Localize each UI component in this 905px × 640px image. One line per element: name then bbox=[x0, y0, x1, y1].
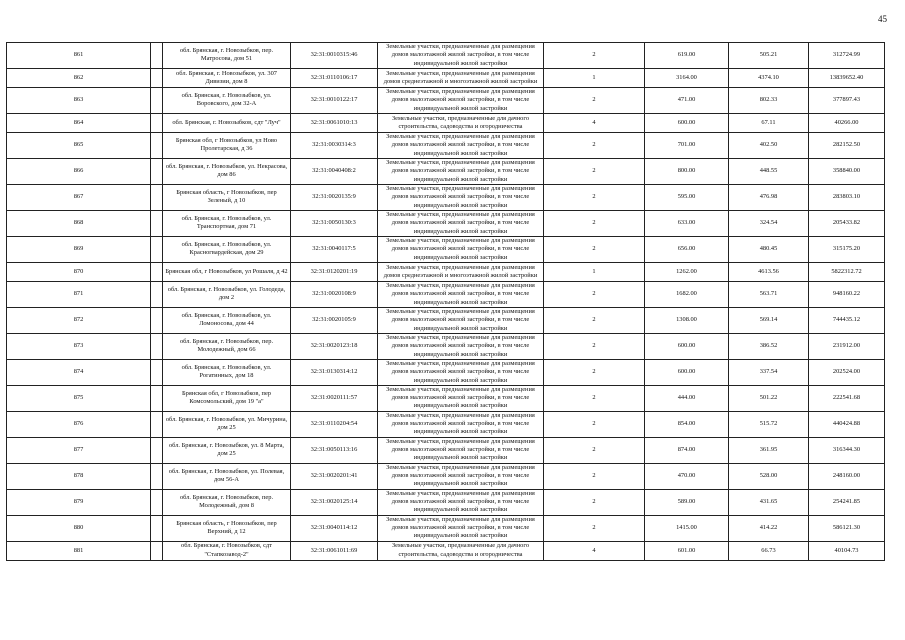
cadastral-number-cell: 32:31:0050130:3 bbox=[291, 210, 378, 236]
group-cell: 2 bbox=[544, 210, 645, 236]
address-cell: обл. Брянская, г. Новозыбков, ул. Транспортная, дом 71 bbox=[163, 210, 291, 236]
gap-cell bbox=[151, 489, 163, 515]
address-cell: обл. Брянская, г. Новозыбков, пер. Молодежный, дом 8 bbox=[163, 489, 291, 515]
gap-cell bbox=[151, 463, 163, 489]
specific-value-cell: 874.00 bbox=[645, 437, 729, 463]
cadastral-number-cell: 32:31:0050113:16 bbox=[291, 437, 378, 463]
page-number: 45 bbox=[878, 14, 887, 24]
specific-value-cell: 444.00 bbox=[645, 385, 729, 411]
table-row bbox=[7, 463, 885, 489]
area-cell: 480.45 bbox=[729, 236, 809, 262]
cadastral-number-cell: 32:31:0130314:12 bbox=[291, 359, 378, 385]
land-use-cell: Земельные участки, предназначенные для дачного строительства, садоводства и огородничества bbox=[378, 113, 544, 132]
group-cell: 2 bbox=[544, 281, 645, 307]
area-cell: 324.54 bbox=[729, 210, 809, 236]
row-number: 872 bbox=[7, 307, 151, 333]
group-cell: 2 bbox=[544, 87, 645, 113]
table-row bbox=[7, 158, 885, 184]
cadastral-number-cell: 32:31:0040117:5 bbox=[291, 236, 378, 262]
area-cell: 337.54 bbox=[729, 359, 809, 385]
area-cell: 448.55 bbox=[729, 158, 809, 184]
address-cell: обл. Брянская, г. Новозыбков, ул. Мичурина, дом 25 bbox=[163, 411, 291, 437]
address-cell: обл. Брянская, г. Новозыбков, ул. Ломоносова, дом 44 bbox=[163, 307, 291, 333]
cadastral-value-cell: 40266.00 bbox=[809, 113, 885, 132]
row-number: 878 bbox=[7, 463, 151, 489]
area-cell: 4374.10 bbox=[729, 68, 809, 87]
cadastral-value-cell: 315175.20 bbox=[809, 236, 885, 262]
cadastral-value-cell: 312724.99 bbox=[809, 43, 885, 69]
land-use-cell: Земельные участки, предназначенные для размещения домов малоэтажной жилой застройки, в том числе индивидуальной жилой застройки bbox=[378, 385, 544, 411]
cadastral-number-cell: 32:31:0020135:9 bbox=[291, 184, 378, 210]
cadastral-number-cell: 32:31:0020111:57 bbox=[291, 385, 378, 411]
gap-cell bbox=[151, 43, 163, 69]
row-number: 879 bbox=[7, 489, 151, 515]
land-use-cell: Земельные участки, предназначенные для размещения домов малоэтажной жилой застройки, в том числе индивидуальной жилой застройки bbox=[378, 515, 544, 541]
area-cell: 501.22 bbox=[729, 385, 809, 411]
cadastral-number-cell: 32:31:0110106:17 bbox=[291, 68, 378, 87]
table-row bbox=[7, 210, 885, 236]
gap-cell bbox=[151, 184, 163, 210]
group-cell: 2 bbox=[544, 132, 645, 158]
gap-cell bbox=[151, 113, 163, 132]
gap-cell bbox=[151, 68, 163, 87]
table-row bbox=[7, 307, 885, 333]
cadastral-number-cell: 32:31:0040114:12 bbox=[291, 515, 378, 541]
cadastral-number-cell: 32:31:0040408:2 bbox=[291, 158, 378, 184]
specific-value-cell: 619.00 bbox=[645, 43, 729, 69]
row-number: 868 bbox=[7, 210, 151, 236]
cadastral-value-cell: 5822312.72 bbox=[809, 262, 885, 281]
land-use-cell: Земельные участки, предназначенные для размещения домов малоэтажной жилой застройки, в том числе индивидуальной жилой застройки bbox=[378, 463, 544, 489]
cadastral-value-cell: 231912.00 bbox=[809, 333, 885, 359]
row-number: 865 bbox=[7, 132, 151, 158]
group-cell: 2 bbox=[544, 463, 645, 489]
address-cell: Брянская обл, г Новозыбков, ул Ново Пролетарская, д 36 bbox=[163, 132, 291, 158]
specific-value-cell: 589.00 bbox=[645, 489, 729, 515]
group-cell: 2 bbox=[544, 236, 645, 262]
row-number: 869 bbox=[7, 236, 151, 262]
area-cell: 414.22 bbox=[729, 515, 809, 541]
area-cell: 361.95 bbox=[729, 437, 809, 463]
gap-cell bbox=[151, 385, 163, 411]
cadastral-value-cell: 222541.68 bbox=[809, 385, 885, 411]
land-use-cell: Земельные участки, предназначенные для размещения домов среднеэтажной и многоэтажной жилой застройки bbox=[378, 262, 544, 281]
address-cell: обл. Брянская, г. Новозыбков, сдт "Стапкозавод-2" bbox=[163, 541, 291, 560]
gap-cell bbox=[151, 210, 163, 236]
table-body bbox=[7, 43, 885, 561]
area-cell: 67.11 bbox=[729, 113, 809, 132]
address-cell: обл. Брянская, г. Новозыбков, ул. 8 Марта, дом 25 bbox=[163, 437, 291, 463]
row-number: 870 bbox=[7, 262, 151, 281]
specific-value-cell: 656.00 bbox=[645, 236, 729, 262]
table-row bbox=[7, 281, 885, 307]
address-cell: обл. Брянская, г. Новозыбков, ул. Красногвардейская, дом 29 bbox=[163, 236, 291, 262]
group-cell: 2 bbox=[544, 385, 645, 411]
land-use-cell: Земельные участки, предназначенные для размещения домов малоэтажной жилой застройки, в том числе индивидуальной жилой застройки bbox=[378, 359, 544, 385]
specific-value-cell: 600.00 bbox=[645, 333, 729, 359]
gap-cell bbox=[151, 262, 163, 281]
gap-cell bbox=[151, 87, 163, 113]
gap-cell bbox=[151, 158, 163, 184]
cadastral-number-cell: 32:31:0020125:14 bbox=[291, 489, 378, 515]
cadastral-value-cell: 586121.30 bbox=[809, 515, 885, 541]
cadastral-number-cell: 32:31:0010315:46 bbox=[291, 43, 378, 69]
gap-cell bbox=[151, 281, 163, 307]
table-row bbox=[7, 184, 885, 210]
land-use-cell: Земельные участки, предназначенные для размещения домов малоэтажной жилой застройки, в том числе индивидуальной жилой застройки bbox=[378, 411, 544, 437]
group-cell: 2 bbox=[544, 411, 645, 437]
table-row bbox=[7, 437, 885, 463]
table-row bbox=[7, 87, 885, 113]
cadastral-number-cell: 32:31:0110204:54 bbox=[291, 411, 378, 437]
table-row bbox=[7, 411, 885, 437]
table-row bbox=[7, 68, 885, 87]
row-number: 867 bbox=[7, 184, 151, 210]
row-number: 877 bbox=[7, 437, 151, 463]
land-use-cell: Земельные участки, предназначенные для размещения домов малоэтажной жилой застройки, в том числе индивидуальной жилой застройки bbox=[378, 489, 544, 515]
group-cell: 2 bbox=[544, 437, 645, 463]
specific-value-cell: 701.00 bbox=[645, 132, 729, 158]
group-cell: 2 bbox=[544, 333, 645, 359]
specific-value-cell: 601.00 bbox=[645, 541, 729, 560]
address-cell: обл. Брянская, г. Новозыбков, ул. Некрасова, дом 86 bbox=[163, 158, 291, 184]
area-cell: 66.73 bbox=[729, 541, 809, 560]
area-cell: 528.00 bbox=[729, 463, 809, 489]
address-cell: обл. Брянская, г. Новозыбков, ул. Рогатинных, дом 18 bbox=[163, 359, 291, 385]
table-row bbox=[7, 385, 885, 411]
land-use-cell: Земельные участки, предназначенные для размещения домов малоэтажной жилой застройки, в том числе индивидуальной жилой застройки bbox=[378, 210, 544, 236]
group-cell: 2 bbox=[544, 43, 645, 69]
cadastral-value-cell: 40104.73 bbox=[809, 541, 885, 560]
specific-value-cell: 1262.00 bbox=[645, 262, 729, 281]
group-cell: 1 bbox=[544, 68, 645, 87]
area-cell: 4613.56 bbox=[729, 262, 809, 281]
address-cell: обл. Брянская, г. Новозыбков, ул. 307 Дивизии, дом 8 bbox=[163, 68, 291, 87]
area-cell: 569.14 bbox=[729, 307, 809, 333]
area-cell: 563.71 bbox=[729, 281, 809, 307]
land-use-cell: Земельные участки, предназначенные для размещения домов среднеэтажной и многоэтажной жилой застройки bbox=[378, 68, 544, 87]
row-number: 866 bbox=[7, 158, 151, 184]
cadastral-number-cell: 32:31:0020108:9 bbox=[291, 281, 378, 307]
specific-value-cell: 800.00 bbox=[645, 158, 729, 184]
specific-value-cell: 595.00 bbox=[645, 184, 729, 210]
group-cell: 2 bbox=[544, 158, 645, 184]
area-cell: 386.52 bbox=[729, 333, 809, 359]
area-cell: 476.98 bbox=[729, 184, 809, 210]
cadastral-number-cell: 32:31:0030314:3 bbox=[291, 132, 378, 158]
cadastral-number-cell: 32:31:0010122:17 bbox=[291, 87, 378, 113]
row-number: 863 bbox=[7, 87, 151, 113]
row-number: 873 bbox=[7, 333, 151, 359]
group-cell: 2 bbox=[544, 184, 645, 210]
table-row bbox=[7, 262, 885, 281]
cadastral-value-cell: 205433.82 bbox=[809, 210, 885, 236]
land-use-cell: Земельные участки, предназначенные для размещения домов малоэтажной жилой застройки, в том числе индивидуальной жилой застройки bbox=[378, 132, 544, 158]
address-cell: обл. Брянская, г. Новозыбков, пер. Матросова, дом 51 bbox=[163, 43, 291, 69]
gap-cell bbox=[151, 515, 163, 541]
group-cell: 2 bbox=[544, 307, 645, 333]
land-use-cell: Земельные участки, предназначенные для размещения домов малоэтажной жилой застройки, в том числе индивидуальной жилой застройки bbox=[378, 43, 544, 69]
area-cell: 515.72 bbox=[729, 411, 809, 437]
group-cell: 4 bbox=[544, 113, 645, 132]
cadastral-value-cell: 948160.22 bbox=[809, 281, 885, 307]
cadastral-value-cell: 358840.00 bbox=[809, 158, 885, 184]
address-cell: Брянская обл, г Новозыбков, пер Комсомольский, дом 19 "а" bbox=[163, 385, 291, 411]
specific-value-cell: 600.00 bbox=[645, 359, 729, 385]
cadastral-value-cell: 377897.43 bbox=[809, 87, 885, 113]
group-cell: 2 bbox=[544, 489, 645, 515]
area-cell: 505.21 bbox=[729, 43, 809, 69]
specific-value-cell: 471.00 bbox=[645, 87, 729, 113]
address-cell: обл. Брянская, г. Новозыбков, ул. Голодеда, дом 2 bbox=[163, 281, 291, 307]
specific-value-cell: 470.00 bbox=[645, 463, 729, 489]
table-row bbox=[7, 359, 885, 385]
table-row bbox=[7, 541, 885, 560]
table-row bbox=[7, 333, 885, 359]
row-number: 876 bbox=[7, 411, 151, 437]
table-row bbox=[7, 132, 885, 158]
address-cell: Брянская область, г Новозыбков, пер Зеленый, д 10 bbox=[163, 184, 291, 210]
land-use-cell: Земельные участки, предназначенные для размещения домов малоэтажной жилой застройки, в том числе индивидуальной жилой застройки bbox=[378, 281, 544, 307]
row-number: 864 bbox=[7, 113, 151, 132]
row-number: 862 bbox=[7, 68, 151, 87]
cadastral-value-cell: 13839652.40 bbox=[809, 68, 885, 87]
gap-cell bbox=[151, 541, 163, 560]
land-use-cell: Земельные участки, предназначенные для размещения домов малоэтажной жилой застройки, в том числе индивидуальной жилой застройки bbox=[378, 158, 544, 184]
group-cell: 2 bbox=[544, 515, 645, 541]
cadastral-value-cell: 248160.00 bbox=[809, 463, 885, 489]
row-number: 875 bbox=[7, 385, 151, 411]
cadastral-value-table bbox=[6, 42, 885, 561]
gap-cell bbox=[151, 132, 163, 158]
area-cell: 402.50 bbox=[729, 132, 809, 158]
table-row bbox=[7, 43, 885, 69]
specific-value-cell: 854.00 bbox=[645, 411, 729, 437]
address-cell: обл. Брянская, г. Новозыбков, пер. Молодежный, дом 66 bbox=[163, 333, 291, 359]
cadastral-value-cell: 440424.88 bbox=[809, 411, 885, 437]
cadastral-number-cell: 32:31:0020201:41 bbox=[291, 463, 378, 489]
specific-value-cell: 1308.00 bbox=[645, 307, 729, 333]
gap-cell bbox=[151, 437, 163, 463]
gap-cell bbox=[151, 307, 163, 333]
address-cell: обл. Брянская, г. Новозыбков, ул. Воровского, дом 32-А bbox=[163, 87, 291, 113]
table-row bbox=[7, 113, 885, 132]
table-row bbox=[7, 489, 885, 515]
table-row bbox=[7, 236, 885, 262]
address-cell: обл. Брянская, г. Новозыбков, сдт "Луч" bbox=[163, 113, 291, 132]
land-use-cell: Земельные участки, предназначенные для размещения домов малоэтажной жилой застройки, в том числе индивидуальной жилой застройки bbox=[378, 236, 544, 262]
row-number: 861 bbox=[7, 43, 151, 69]
land-use-cell: Земельные участки, предназначенные для размещения домов малоэтажной жилой застройки, в том числе индивидуальной жилой застройки bbox=[378, 333, 544, 359]
group-cell: 1 bbox=[544, 262, 645, 281]
group-cell: 4 bbox=[544, 541, 645, 560]
specific-value-cell: 3164.00 bbox=[645, 68, 729, 87]
land-use-cell: Земельные участки, предназначенные для дачного строительства, садоводства и огородничества bbox=[378, 541, 544, 560]
cadastral-number-cell: 32:31:0061011:69 bbox=[291, 541, 378, 560]
address-cell: Брянская обл, г Новозыбков, ул Рошаля, д 42 bbox=[163, 262, 291, 281]
cadastral-value-cell: 202524.00 bbox=[809, 359, 885, 385]
cadastral-value-cell: 282152.50 bbox=[809, 132, 885, 158]
gap-cell bbox=[151, 333, 163, 359]
specific-value-cell: 633.00 bbox=[645, 210, 729, 236]
cadastral-number-cell: 32:31:0120201:19 bbox=[291, 262, 378, 281]
specific-value-cell: 1682.00 bbox=[645, 281, 729, 307]
land-use-cell: Земельные участки, предназначенные для размещения домов малоэтажной жилой застройки, в том числе индивидуальной жилой застройки bbox=[378, 437, 544, 463]
group-cell: 2 bbox=[544, 359, 645, 385]
land-use-cell: Земельные участки, предназначенные для размещения домов малоэтажной жилой застройки, в том числе индивидуальной жилой застройки bbox=[378, 307, 544, 333]
cadastral-number-cell: 32:31:0020105:9 bbox=[291, 307, 378, 333]
table-row bbox=[7, 515, 885, 541]
row-number: 880 bbox=[7, 515, 151, 541]
gap-cell bbox=[151, 359, 163, 385]
gap-cell bbox=[151, 411, 163, 437]
area-cell: 802.33 bbox=[729, 87, 809, 113]
gap-cell bbox=[151, 236, 163, 262]
land-use-cell: Земельные участки, предназначенные для размещения домов малоэтажной жилой застройки, в том числе индивидуальной жилой застройки bbox=[378, 184, 544, 210]
address-cell: Брянская область, г Новозыбков, пер Верхний, д 12 bbox=[163, 515, 291, 541]
row-number: 871 bbox=[7, 281, 151, 307]
cadastral-number-cell: 32:31:0020123:18 bbox=[291, 333, 378, 359]
land-use-cell: Земельные участки, предназначенные для размещения домов малоэтажной жилой застройки, в том числе индивидуальной жилой застройки bbox=[378, 87, 544, 113]
cadastral-value-cell: 744435.12 bbox=[809, 307, 885, 333]
row-number: 881 bbox=[7, 541, 151, 560]
address-cell: обл. Брянская, г. Новозыбков, ул. Полевая, дом 56-А bbox=[163, 463, 291, 489]
cadastral-value-cell: 316344.30 bbox=[809, 437, 885, 463]
area-cell: 431.65 bbox=[729, 489, 809, 515]
specific-value-cell: 1415.00 bbox=[645, 515, 729, 541]
specific-value-cell: 600.00 bbox=[645, 113, 729, 132]
cadastral-number-cell: 32:31:0061010:13 bbox=[291, 113, 378, 132]
cadastral-value-cell: 254241.85 bbox=[809, 489, 885, 515]
cadastral-value-cell: 283803.10 bbox=[809, 184, 885, 210]
row-number: 874 bbox=[7, 359, 151, 385]
